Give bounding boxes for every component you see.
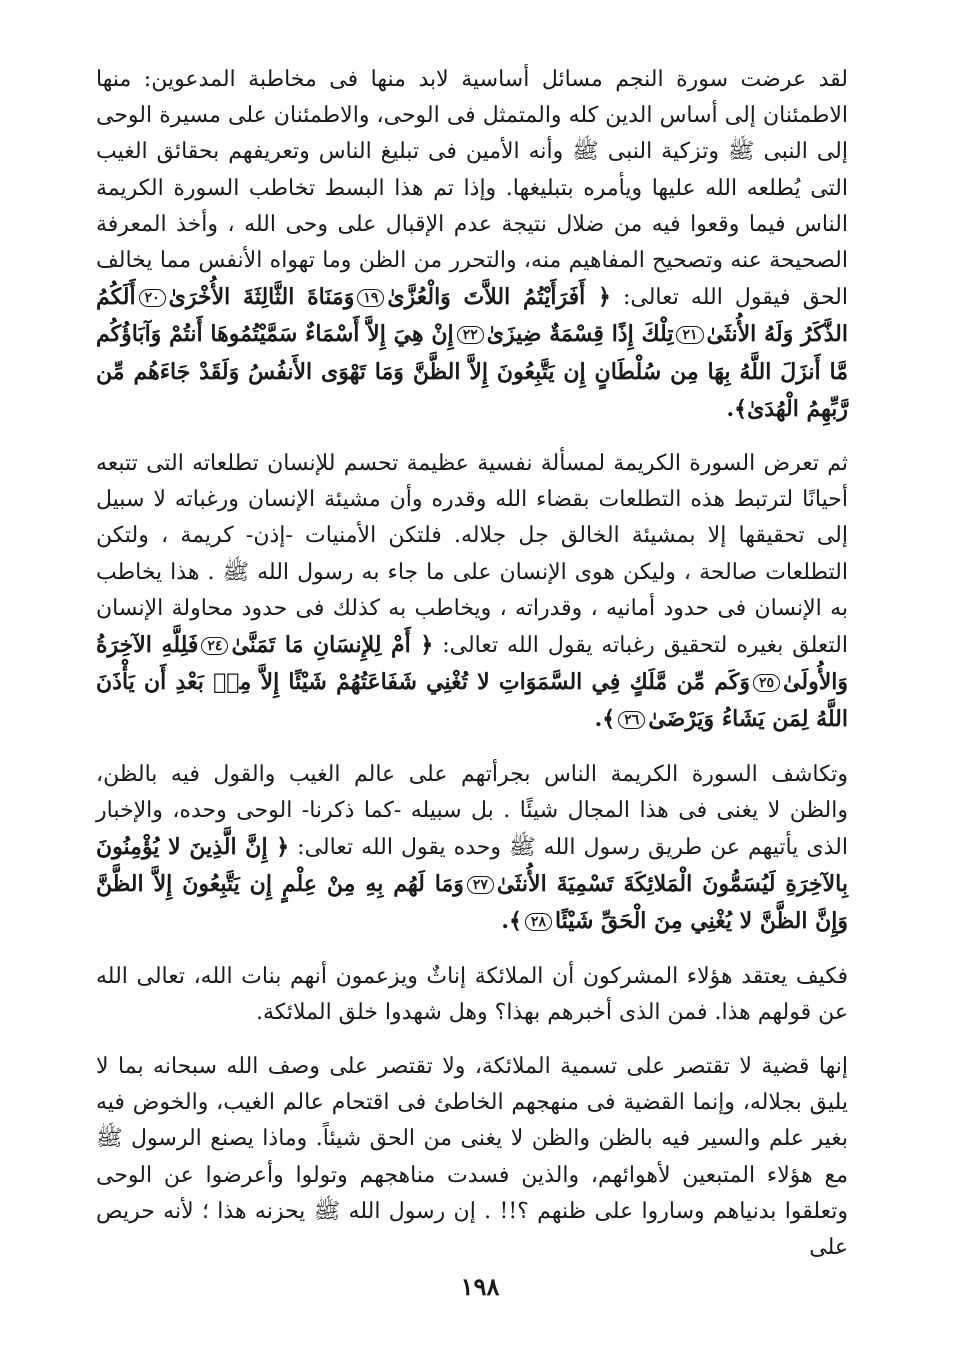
paragraph-4-text: فكيف يعتقد هؤلاء المشركون أن الملائكة إناثٌ ويزعمون أنهم بنات الله، تعالى الله عن قولهم هذا. فمن الذى أخبرهم بهذا؟ وهل شهدوا خلق الملائكة. [96, 963, 848, 1025]
verse-marker-20: ٢٠ [139, 289, 166, 307]
page-number: ١٩٨ [460, 1272, 500, 1301]
verse-marker-21: ٢١ [676, 326, 703, 344]
verse-marker-27: ٢٧ [467, 876, 494, 894]
verse-close: ﴾. [726, 395, 748, 422]
paragraph-3-text: وتكاشف السورة الكريمة الناس بجرأتهم على عالم الغيب والقول فيه بالظن، والظن لا يغنى فى هذا المجال شيئًا . بل سبيله -كما ذكرنا- الوحى وحده، والإخبار الذى يأتيهم عن طريق رسول الله ﷺ وحده يقول الله تعالى: [96, 761, 848, 861]
paragraph-1-text: لقد عرضت سورة النجم مسائل أساسية لابد منها فى مخاطبة المدعوين: منها الاطمئنان إلى أساس الدين كله والمتمثل فى الوحى، والاطمئنان على مسيرة الوحى إلى النبى ﷺ وتزكية النبى ﷺ وأنه الأمين فى تبليغ الناس وتعريفهم بحقائق الغيب التى يُطلعه الله عليها ويأمره بتبليغها. وإذا تم هذا البسط تخاطب السورة الكريمة الناس فيما وقعوا فيه من ضلال نتيجة عدم الإقبال على وحى الله ، وأخذ المعرفة الصحيحة عنه وتصحيح المفاهيم منه، والتحرر من الظن وما تهواه الأنفس مما يخالف الحق فيقول الله تعالى: [96, 67, 848, 311]
verse-marker-28: ٢٨ [525, 913, 552, 931]
verse-close: ﴾. [594, 706, 616, 733]
verse-an-najm-28: وَمَا لَهُم بِهِ مِنْ عِلْمٍ إِن يَتَّبِعُونَ إِلاَّ الظَّنَّ وَإِنَّ الظَّنَّ لا يُغْنِي مِنَ الْحَقِّ شَيْئًا [96, 871, 848, 935]
verse-marker-24: ٢٤ [201, 637, 228, 655]
verse-an-najm-26: وَكَم مِّن مَّلَكٍ فِي السَّمَوَاتِ لا تُغْنِي شَفَاعَتُهُمْ شَيْئًا إِلاَّ مِنۢ بَعْدِ أَن يَأْذَنَ اللَّهُ لِمَن يَشَاءُ وَيَرْضَىٰ [96, 669, 848, 733]
verse-an-najm-21: أَلَكُمُ الذَّكَرُ وَلَهُ الأُنثَىٰ [96, 284, 848, 348]
paragraph-4 [96, 959, 848, 1031]
verse-close: ﴾. [501, 908, 522, 935]
verse-marker-25: ٢٥ [753, 674, 780, 692]
paragraph-3 [96, 757, 848, 941]
page-body [96, 62, 848, 1305]
verse-an-najm-23: إِنْ هِيَ إِلاَّ أَسْمَاءٌ سَمَّيْتُمُوهَا أَنتُمْ وَآبَاؤُكُم مَّا أَنزَلَ اللَّهُ بِهَا مِن سُلْطَانٍ إِن يَتَّبِعُونَ إِلاَّ الظَّنَّ وَمَا تَهْوَى الأَنفُسُ وَلَقَدْ جَاءَهُم مِّن رَّبِّهِمُ الْهُدَىٰ [96, 321, 848, 422]
verse-marker-26: ٢٦ [618, 711, 645, 729]
verse-an-najm-27: ﴿ إِنَّ الَّذِينَ لا يُؤْمِنُونَ بِالآخِرَةِ لَيُسَمُّونَ الْمَلائِكَةَ تَسْمِيَةَ الأُنثَىٰ [96, 834, 849, 898]
paragraph-1 [96, 62, 848, 428]
verse-an-najm-22: تِلْكَ إِذًا قِسْمَةٌ ضِيزَىٰ [486, 321, 674, 348]
verse-an-najm-24: ﴿ أَمْ لِلإِنسَانِ مَا تَمَنَّىٰ [231, 632, 434, 659]
verse-an-najm-20: وَمَنَاةَ الثَّالِثَةَ الأُخْرَىٰ [168, 284, 355, 311]
verse-an-najm-25: فَلِلَّهِ الآخِرَةُ وَالأُولَىٰ [96, 632, 848, 696]
verse-marker-19: ١٩ [357, 289, 384, 307]
paragraph-5 [96, 1049, 848, 1266]
paragraph-2 [96, 446, 848, 739]
verse-an-najm-19: ﴿ أَفَرَأَيْتُمُ اللاَّتَ وَالْعُزَّىٰ [387, 284, 611, 311]
paragraph-2-text: ثم تعرض السورة الكريمة لمسألة نفسية عظيمة تحسم للإنسان تطلعاته التى تتبعه أحيانًا لترتبط هذه التطلعات بقضاء الله وقدره وأن مشيئة الإنسان ورغباته لا سبيل إلى تحقيقها إلا بمشيئة الخالق جل جلاله. فلتكن الأمنيات -إذن- كريمة ، ولتكن التطلعات صالحة ، وليكن هوى الإنسان على ما جاء به رسول الله ﷺ . هذا يخاطب به الإنسان فى حدود أمانيه ، وقدراته ، ويخاطب به كذلك فى حدود محاولة الإنسان التعلق بغيره لتحقيق رغباته يقول الله تعالى: [96, 451, 848, 659]
paragraph-5-text: إنها قضية لا تقتصر على تسمية الملائكة، ولا تقتصر على وصف الله سبحانه بما لا يليق بجلاله، وإنما القضية فى منهجهم الخاطئ فى اقتحام عالم الغيب، والخوض فيه بغير علم والسير فيه بالظن والظن لا يغنى من الحق شيئاً. وماذا يصنع الرسول ﷺ مع هؤلاء المتبعين لأهوائهم، والذين فسدت مناهجهم وتولوا وأعرضوا عن الوحى وتعلقوا بدنياهم وساروا على ظنهم ؟!! . إن رسول الله ﷺ يحزنه هذا ؛ لأنه حريص على [96, 1054, 848, 1261]
verse-marker-22: ٢٢ [457, 326, 484, 344]
